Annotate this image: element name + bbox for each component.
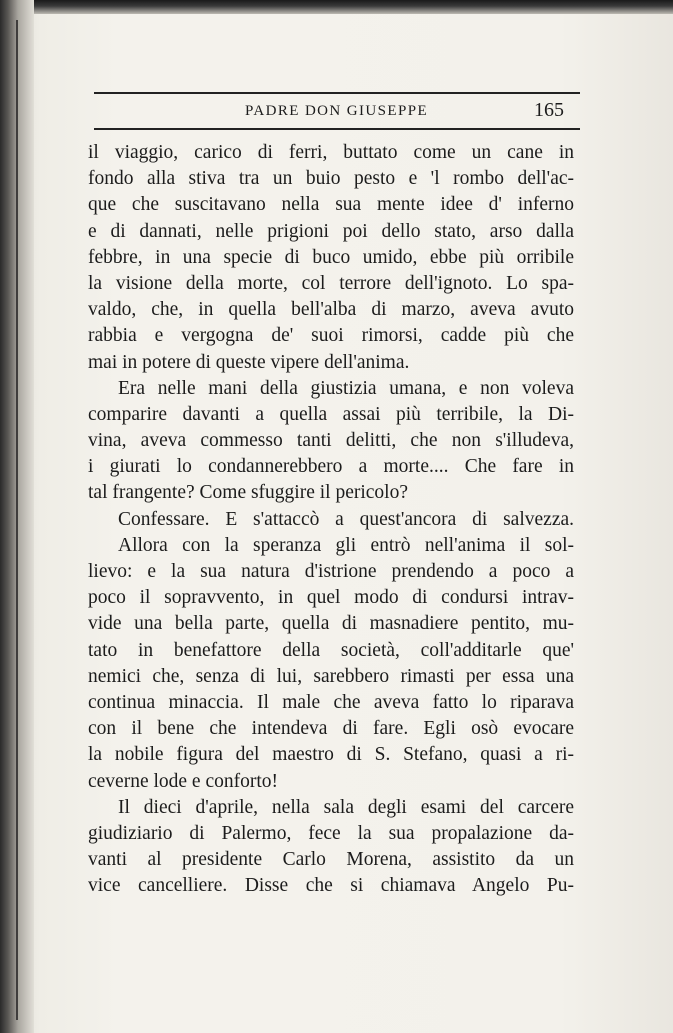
scan-top-edge bbox=[0, 0, 673, 14]
text-line-23: con il bene che intendeva di fare. Egli osò evocare bbox=[88, 718, 574, 740]
text-line-6: la visione della morte, col terrore dell'ignoto. Lo spa- bbox=[88, 272, 574, 294]
text-line-1: il viaggio, carico di ferri, buttato come un cane in bbox=[88, 142, 574, 163]
text-line-15: Confessare. E s'attaccò a quest'ancora di salvezza. bbox=[118, 508, 574, 530]
text-line-20: tato in benefattore della società, coll'additarle que' bbox=[88, 639, 574, 661]
text-line-16: Allora con la speranza gli entrò nell'anima il sol- bbox=[118, 534, 574, 556]
page-number: 165 bbox=[534, 99, 564, 121]
binding-shadow-line bbox=[16, 20, 18, 1020]
text-line-27: giudiziario di Palermo, fece la sua propalazione da- bbox=[88, 822, 574, 844]
text-line-21: nemici che, senza di lui, sarebbero rimasti per essa una bbox=[88, 665, 574, 687]
text-line-7: valdo, che, in quella bell'alba di marzo, aveva avuto bbox=[88, 299, 574, 321]
text-line-17: lievo: e la sua natura d'istrione prendendo a poco a bbox=[88, 561, 574, 582]
text-line-26: Il dieci d'aprile, nella sala degli esami del carcere bbox=[118, 796, 574, 818]
text-line-8: rabbia e vergogna de' suoi rimorsi, cadde più che bbox=[88, 325, 574, 347]
text-line-19: vide una bella parte, quella di masnadiere pentito, mu- bbox=[88, 613, 574, 635]
text-line-24: la nobile figura del maestro di S. Stefano, quasi a ri- bbox=[88, 744, 574, 766]
text-line-3: que che suscitavano nella sua mente idee d' inferno bbox=[88, 194, 574, 216]
header-rule-bottom bbox=[94, 128, 580, 130]
text-line-5: febbre, in una specie di buco umido, ebbe più orribile bbox=[88, 246, 574, 268]
text-line-12: vina, aveva commesso tanti delitti, che non s'illudeva, bbox=[88, 430, 574, 452]
text-line-2: fondo alla stiva tra un buio pesto e 'l rombo dell'ac- bbox=[88, 168, 574, 190]
text-line-28: vanti al presidente Carlo Morena, assistito da un bbox=[88, 849, 574, 871]
text-line-10: Era nelle mani della giustizia umana, e non voleva bbox=[118, 377, 574, 399]
text-line-9: mai in potere di queste vipere dell'anima. bbox=[88, 351, 410, 373]
text-line-29: vice cancelliere. Disse che si chiamava Angelo Pu- bbox=[88, 875, 574, 897]
text-line-4: e di dannati, nelle prigioni poi dello stato, arso dalla bbox=[88, 220, 574, 242]
text-line-18: poco il sopravvento, in quel modo di condursi intrav- bbox=[88, 587, 574, 609]
header-rule-top bbox=[94, 92, 580, 94]
running-title: PADRE DON GIUSEPPE bbox=[245, 103, 429, 119]
body-text bbox=[88, 140, 574, 899]
text-line-25: ceverne lode e conforto! bbox=[88, 770, 279, 792]
text-line-11: comparire davanti a quella assai più terribile, la Di- bbox=[88, 403, 574, 425]
text-line-13: i giurati lo condannerebbero a morte.... Che fare in bbox=[88, 456, 574, 478]
text-line-22: continua minaccia. Il male che aveva fatto lo riparava bbox=[88, 691, 574, 713]
text-line-14: tal frangente? Come sfuggire il pericolo? bbox=[88, 482, 408, 504]
